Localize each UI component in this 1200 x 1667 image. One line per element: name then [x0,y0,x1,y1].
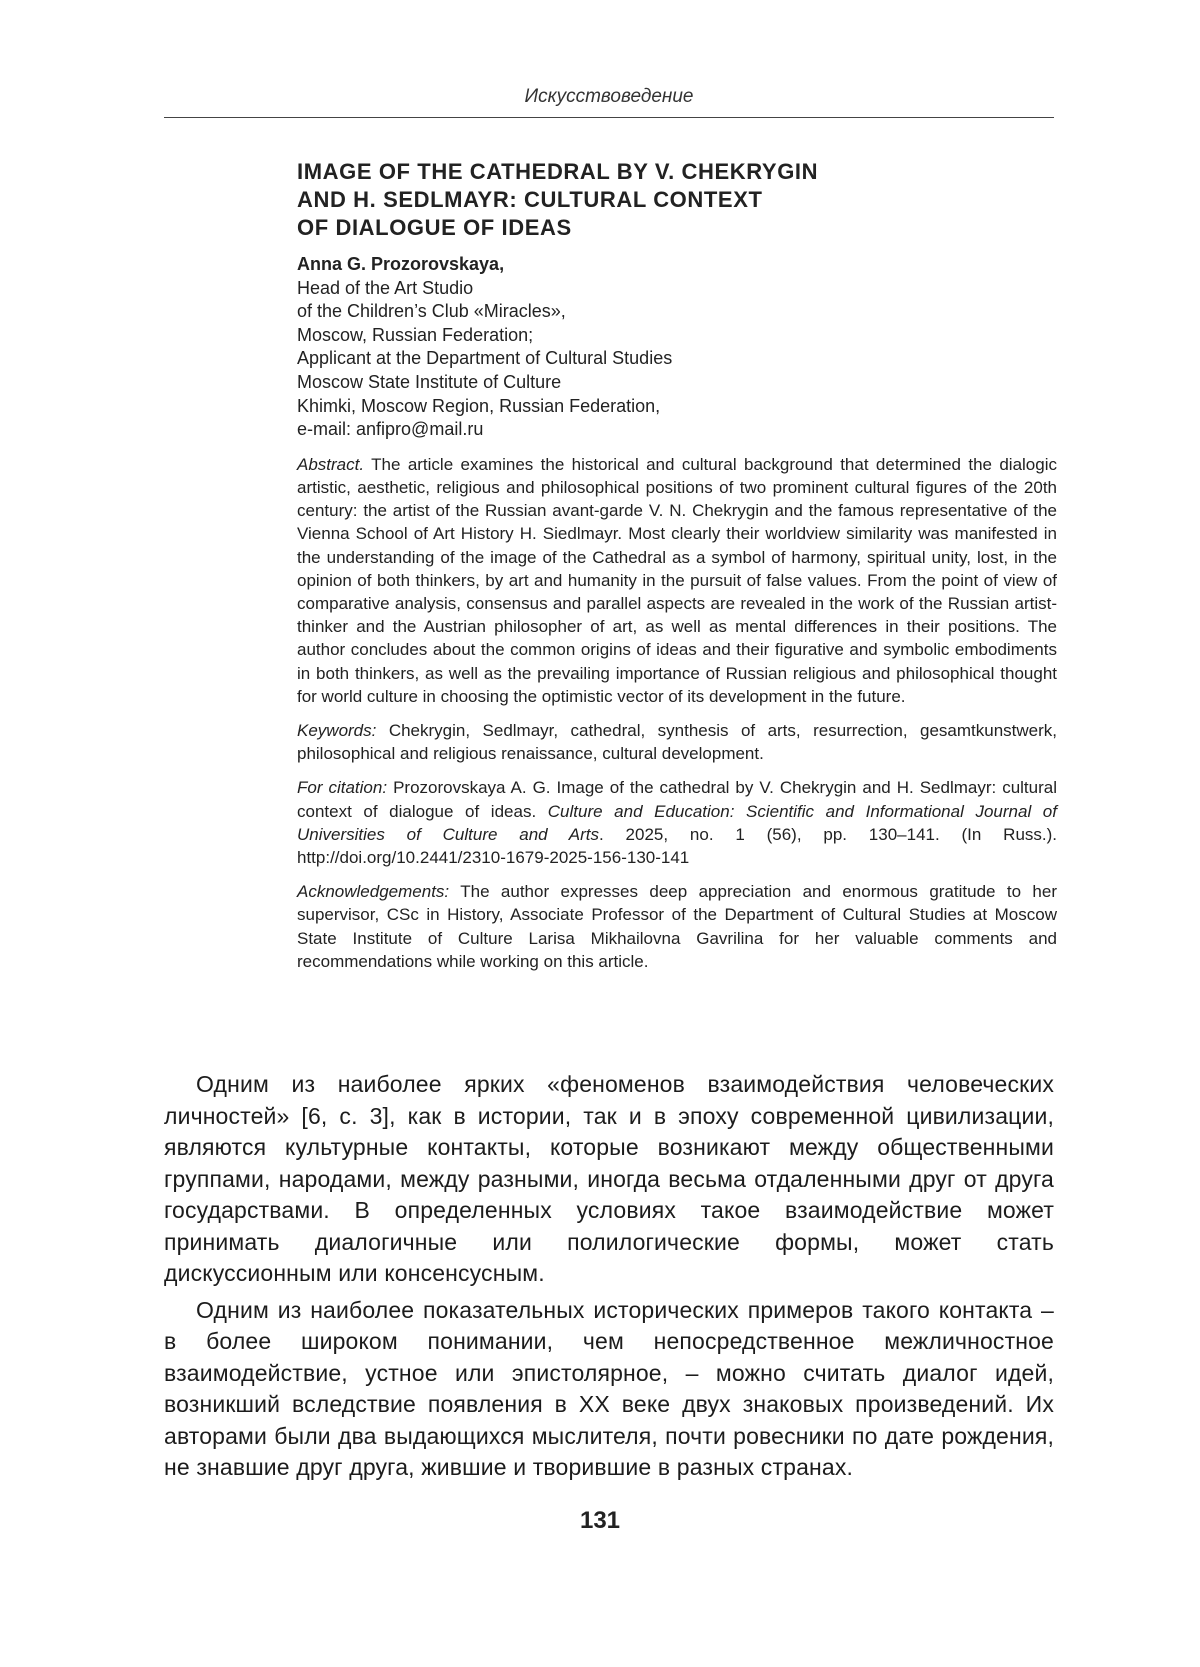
abstract [297,453,1057,708]
citation-journal: Culture and Education: Scientific and Informational Journal of Universities of Culture and Arts [297,801,1057,844]
title-line: IMAGE OF THE CATHEDRAL BY V. CHEKRYGIN [297,159,819,184]
body-paragraph: Одним из наиболее показательных исторических примеров такого контакта – в более широком понимании, чем непосредственное межличностное взаимодействие, устное или эпистолярное, – можно считать диалог идей, возникший вследствие появления в XX веке двух знаковых произведений. Их авторами были два выдающихся мыслителя, почти ровесники по дате рождения, не знавшие друг друга, жившие и творившие в разных странах. [164,1296,1054,1480]
abstract-label: Abstract. [297,454,365,474]
author-affiliation-line: Moscow, Russian Federation; [297,324,534,345]
title-line: OF DIALOGUE OF IDEAS [297,215,572,240]
body-paragraph: Одним из наиболее ярких «феноменов взаимодействия человеческих личностей» [6, с. 3], как в истории, так и в эпоху современной цивилизации, являются культурные контакты, которые возникают между общественными группами, народами, между разными, иногда весьма отдаленными друг от друга государствами. В определенных условиях такое взаимодействие может принимать диалогичные или полилогические формы, может стать дискуссионным или консенсусным. [164,1071,1054,1286]
citation [297,776,1057,869]
citation-text: Prozorovskaya A. G. Image of the cathedral by V. Chekrygin and H. Sedlmayr: cultural context of dialogue of ideas. [297,778,1057,821]
acknowledgements-label: Acknowledgements: [297,882,450,902]
author-affiliation-line: Applicant at the Department of Cultural Studies [297,348,673,369]
citation-details: . 2025, no. 1 (56), pp. 130–141. (In Russ.). http://doi.org/10.2441/2310-1679-2025-156-130-141 [297,824,1058,867]
article-title [297,158,1057,242]
acknowledgements [297,880,1057,973]
page-number: 131 [579,1507,621,1534]
author-affiliation-line: Khimki, Moscow Region, Russian Federation, [297,395,661,416]
title-line: AND H. SEDLMAYR: CULTURAL CONTEXT [297,187,763,212]
keywords-text: Chekrygin, Sedlmayr, cathedral, synthesis of arts, resurrection, gesamtkunstwerk, philosophical and religious renaissance, cultural development. [297,720,1057,764]
acknowledgements-text: The author expresses deep appreciation and enormous gratitude to her supervisor, CSc in History, Associate Professor of the Department of Cultural Studies at Moscow State Institute of Culture Larisa Mikhailovna Gavrilina for her valuable comments and recommendations while working on this article. [297,882,1057,971]
running-head: Искусствоведение [524,86,694,107]
author-affiliation-line: of the Children’s Club «Miracles», [297,301,566,322]
abstract-text: The article examines the historical and cultural background that determined the dialogic artistic, aesthetic, religious and philosophical positions of two prominent cultural figures of the 20th century: the artist of the Russian avant-garde V. N. Chekrygin and the famous representative of the Vienna School of Art History H. Siedlmayr. Most clearly their worldview similarity was manifested in the understanding of the image of the Cathedral as a symbol of harmony, spiritual unity, lost, in the opinion of both thinkers, by art and humanity in the pursuit of false values. From the point of view of comparative analysis, consensus and parallel aspects are revealed in the work of the Russian artist-thinker and the Austrian philosopher of art, as well as mental differences in their positions. The author concludes about the common origins of ideas and their figurative and symbolic embodiments in both thinkers, as well as the prevailing importance of Russian religious and philosophical thought for world culture in choosing the optimistic vector of its development in the future. [297,454,1057,706]
author-affiliation-line: Moscow State Institute of Culture [297,371,562,392]
author-info [297,253,1057,442]
article-body [164,1069,1054,1489]
header-rule [164,117,1054,118]
author-email: e-mail: anfipro@mail.ru [297,419,484,440]
author-affiliation-line: Head of the Art Studio [297,277,474,298]
keywords-label: Keywords: [297,720,377,740]
author-name: Anna G. Prozorovskaya, [297,254,505,274]
article-header [297,158,1057,973]
citation-label: For citation: [297,778,388,798]
keywords [297,719,1057,765]
